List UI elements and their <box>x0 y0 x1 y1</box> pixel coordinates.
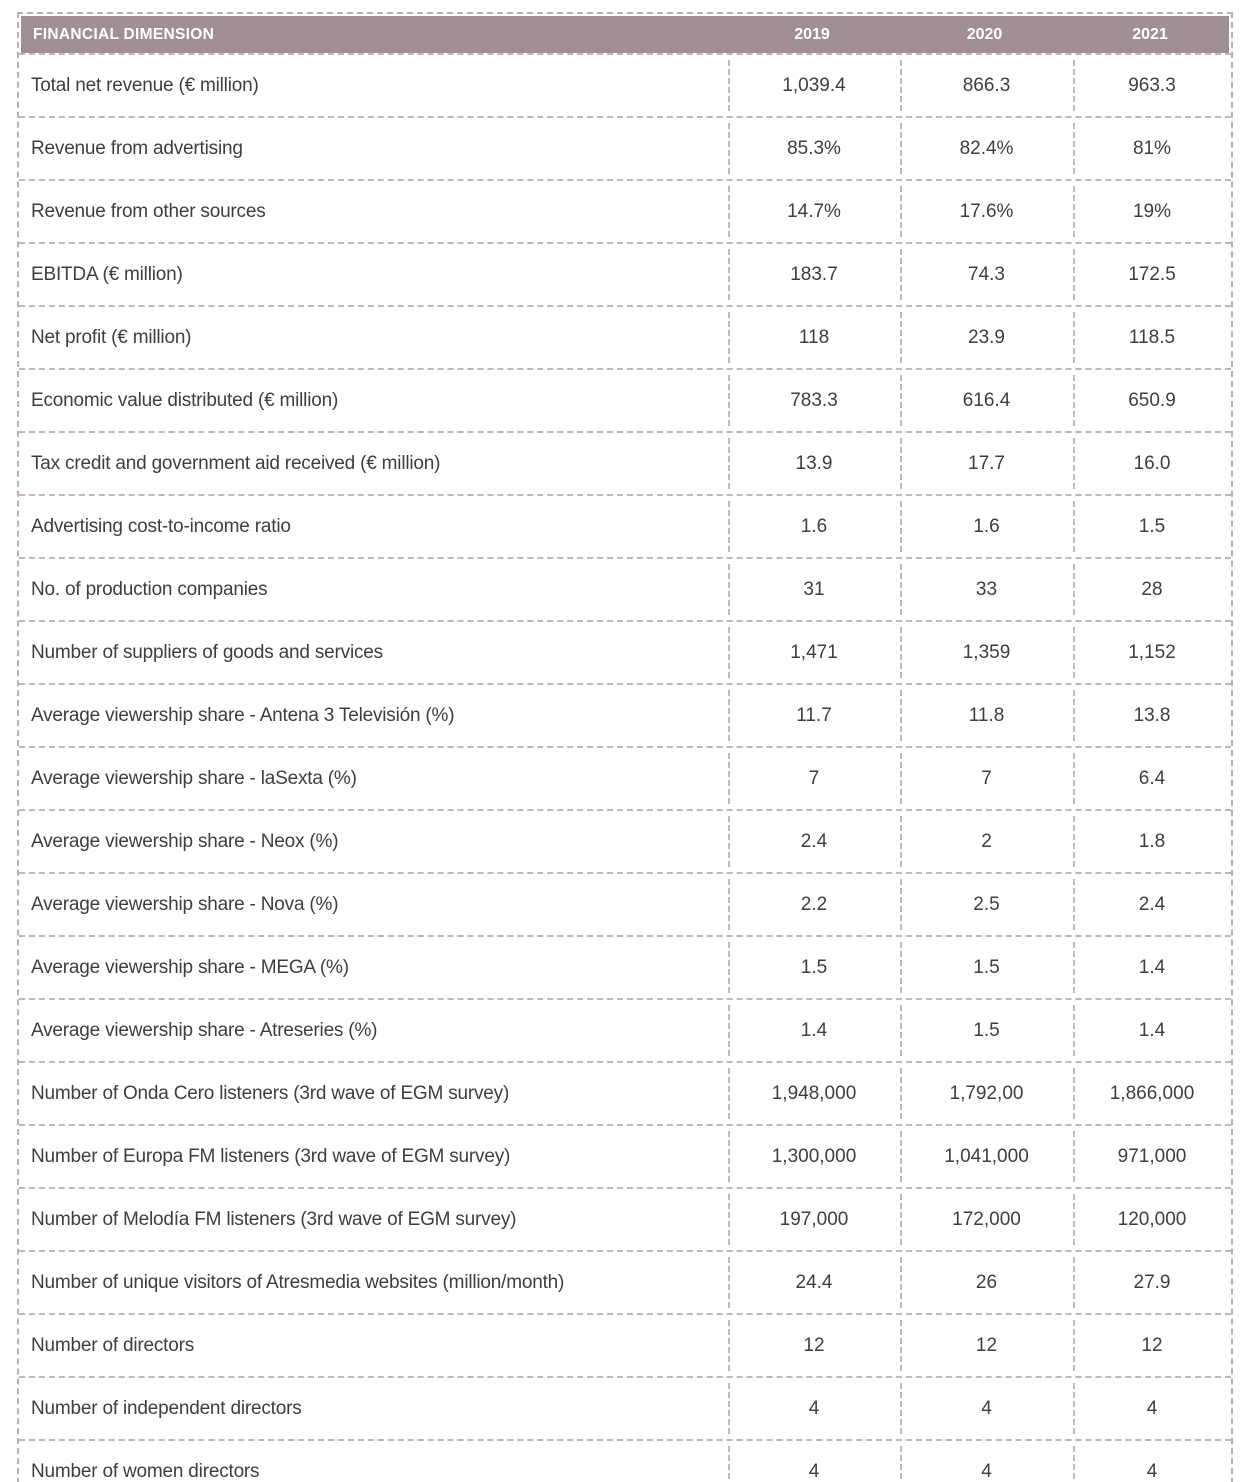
row-value-2020: 17.7 <box>900 433 1073 494</box>
table-row <box>19 1250 1231 1313</box>
row-label: Average viewership share - laSexta (%) <box>31 767 357 789</box>
row-value-2021: 172.5 <box>1073 244 1231 305</box>
table-row <box>19 872 1231 935</box>
row-label: Number of directors <box>31 1334 195 1356</box>
row-label: No. of production companies <box>31 578 268 600</box>
table-row <box>19 179 1231 242</box>
row-value-2020: 11.8 <box>900 685 1073 746</box>
row-label: Average viewership share - Atreseries (%) <box>31 1019 378 1041</box>
row-value-2021: 81% <box>1073 118 1231 179</box>
row-value-2019: 4 <box>728 1441 900 1482</box>
row-label: Economic value distributed (€ million) <box>31 389 339 411</box>
table-row <box>19 494 1231 557</box>
row-value-2021: 1,866,000 <box>1073 1063 1231 1124</box>
row-value-2020: 616.4 <box>900 370 1073 431</box>
table-row <box>19 53 1231 116</box>
row-value-2019: 783.3 <box>728 370 900 431</box>
row-label: Net profit (€ million) <box>31 326 192 348</box>
row-label: Number of independent directors <box>31 1397 302 1419</box>
row-value-2019: 12 <box>728 1315 900 1376</box>
row-value-2021: 118.5 <box>1073 307 1231 368</box>
row-value-2019: 11.7 <box>728 685 900 746</box>
row-value-2019: 7 <box>728 748 900 809</box>
row-value-2021: 120,000 <box>1073 1189 1231 1250</box>
row-value-2019: 183.7 <box>728 244 900 305</box>
row-label: Average viewership share - Neox (%) <box>31 830 339 852</box>
row-value-2020: 4 <box>900 1378 1073 1439</box>
table-row <box>19 809 1231 872</box>
table-row <box>19 1124 1231 1187</box>
table-row <box>19 116 1231 179</box>
row-value-2021: 4 <box>1073 1378 1231 1439</box>
row-value-2019: 118 <box>728 307 900 368</box>
row-value-2020: 1.5 <box>900 1000 1073 1061</box>
row-value-2019: 1,948,000 <box>728 1063 900 1124</box>
table-row <box>19 1439 1231 1482</box>
table-row <box>19 998 1231 1061</box>
row-value-2020: 82.4% <box>900 118 1073 179</box>
row-value-2020: 7 <box>900 748 1073 809</box>
financial-dimension-table <box>17 12 1233 1482</box>
table-body <box>19 53 1231 1482</box>
row-value-2020: 33 <box>900 559 1073 620</box>
row-value-2020: 1,792,00 <box>900 1063 1073 1124</box>
row-value-2020: 1.6 <box>900 496 1073 557</box>
row-value-2020: 1,041,000 <box>900 1126 1073 1187</box>
row-value-2021: 19% <box>1073 181 1231 242</box>
row-label: Number of Onda Cero listeners (3rd wave of EGM survey) <box>31 1082 510 1104</box>
row-value-2019: 1.6 <box>728 496 900 557</box>
row-label: Number of suppliers of goods and services <box>31 641 383 663</box>
row-label: Tax credit and government aid received (€ million) <box>31 452 441 474</box>
row-value-2020: 74.3 <box>900 244 1073 305</box>
row-value-2020: 2 <box>900 811 1073 872</box>
row-value-2021: 12 <box>1073 1315 1231 1376</box>
table-header-row <box>21 16 1229 53</box>
row-value-2019: 24.4 <box>728 1252 900 1313</box>
row-value-2021: 4 <box>1073 1441 1231 1482</box>
row-value-2021: 1.4 <box>1073 1000 1231 1061</box>
row-value-2019: 1,300,000 <box>728 1126 900 1187</box>
row-label: Revenue from other sources <box>31 200 266 222</box>
table-row <box>19 1313 1231 1376</box>
row-value-2021: 1.4 <box>1073 937 1231 998</box>
row-value-2021: 13.8 <box>1073 685 1231 746</box>
row-label: EBITDA (€ million) <box>31 263 183 285</box>
row-value-2021: 650.9 <box>1073 370 1231 431</box>
row-value-2021: 1.8 <box>1073 811 1231 872</box>
row-label: Revenue from advertising <box>31 137 243 159</box>
row-label: Total net revenue (€ million) <box>31 74 259 96</box>
table-row <box>19 683 1231 746</box>
row-value-2019: 1.4 <box>728 1000 900 1061</box>
row-value-2021: 16.0 <box>1073 433 1231 494</box>
row-value-2020: 1,359 <box>900 622 1073 683</box>
table-row <box>19 746 1231 809</box>
row-value-2021: 963.3 <box>1073 55 1231 116</box>
row-label: Number of unique visitors of Atresmedia websites (million/month) <box>31 1271 565 1293</box>
table-row <box>19 368 1231 431</box>
row-value-2020: 17.6% <box>900 181 1073 242</box>
table-header-year-2021: 2021 <box>1132 25 1168 43</box>
table-row <box>19 242 1231 305</box>
row-label: Number of Europa FM listeners (3rd wave of EGM survey) <box>31 1145 511 1167</box>
row-value-2019: 14.7% <box>728 181 900 242</box>
table-row <box>19 431 1231 494</box>
table-header-year-2019: 2019 <box>794 25 830 43</box>
row-value-2020: 26 <box>900 1252 1073 1313</box>
row-value-2021: 27.9 <box>1073 1252 1231 1313</box>
row-value-2020: 866.3 <box>900 55 1073 116</box>
row-value-2021: 1.5 <box>1073 496 1231 557</box>
table-header-year-2020: 2020 <box>966 25 1003 43</box>
row-value-2019: 1,039.4 <box>728 55 900 116</box>
row-label: Number of women directors <box>31 1460 260 1482</box>
row-label: Number of Melodía FM listeners (3rd wave of EGM survey) <box>31 1208 517 1230</box>
row-value-2020: 4 <box>900 1441 1073 1482</box>
table-row <box>19 935 1231 998</box>
row-value-2019: 2.4 <box>728 811 900 872</box>
row-value-2019: 1,471 <box>728 622 900 683</box>
row-value-2020: 23.9 <box>900 307 1073 368</box>
row-value-2021: 28 <box>1073 559 1231 620</box>
row-value-2020: 12 <box>900 1315 1073 1376</box>
row-value-2020: 1.5 <box>900 937 1073 998</box>
row-value-2019: 31 <box>728 559 900 620</box>
row-label: Average viewership share - Antena 3 Televisión (%) <box>31 704 455 726</box>
row-value-2020: 172,000 <box>900 1189 1073 1250</box>
table-row <box>19 620 1231 683</box>
row-value-2021: 6.4 <box>1073 748 1231 809</box>
row-value-2020: 2.5 <box>900 874 1073 935</box>
row-label: Advertising cost-to-income ratio <box>31 515 291 537</box>
table-row <box>19 1061 1231 1124</box>
row-value-2021: 1,152 <box>1073 622 1231 683</box>
row-value-2019: 4 <box>728 1378 900 1439</box>
row-value-2019: 2.2 <box>728 874 900 935</box>
table-row <box>19 305 1231 368</box>
row-label: Average viewership share - Nova (%) <box>31 893 339 915</box>
row-value-2019: 13.9 <box>728 433 900 494</box>
table-row <box>19 1376 1231 1439</box>
table-header-dimension-label: FINANCIAL DIMENSION <box>33 25 215 43</box>
row-value-2019: 1.5 <box>728 937 900 998</box>
row-value-2021: 971,000 <box>1073 1126 1231 1187</box>
row-value-2021: 2.4 <box>1073 874 1231 935</box>
row-value-2019: 85.3% <box>728 118 900 179</box>
row-label: Average viewership share - MEGA (%) <box>31 956 349 978</box>
table-row <box>19 557 1231 620</box>
table-row <box>19 1187 1231 1250</box>
row-value-2019: 197,000 <box>728 1189 900 1250</box>
